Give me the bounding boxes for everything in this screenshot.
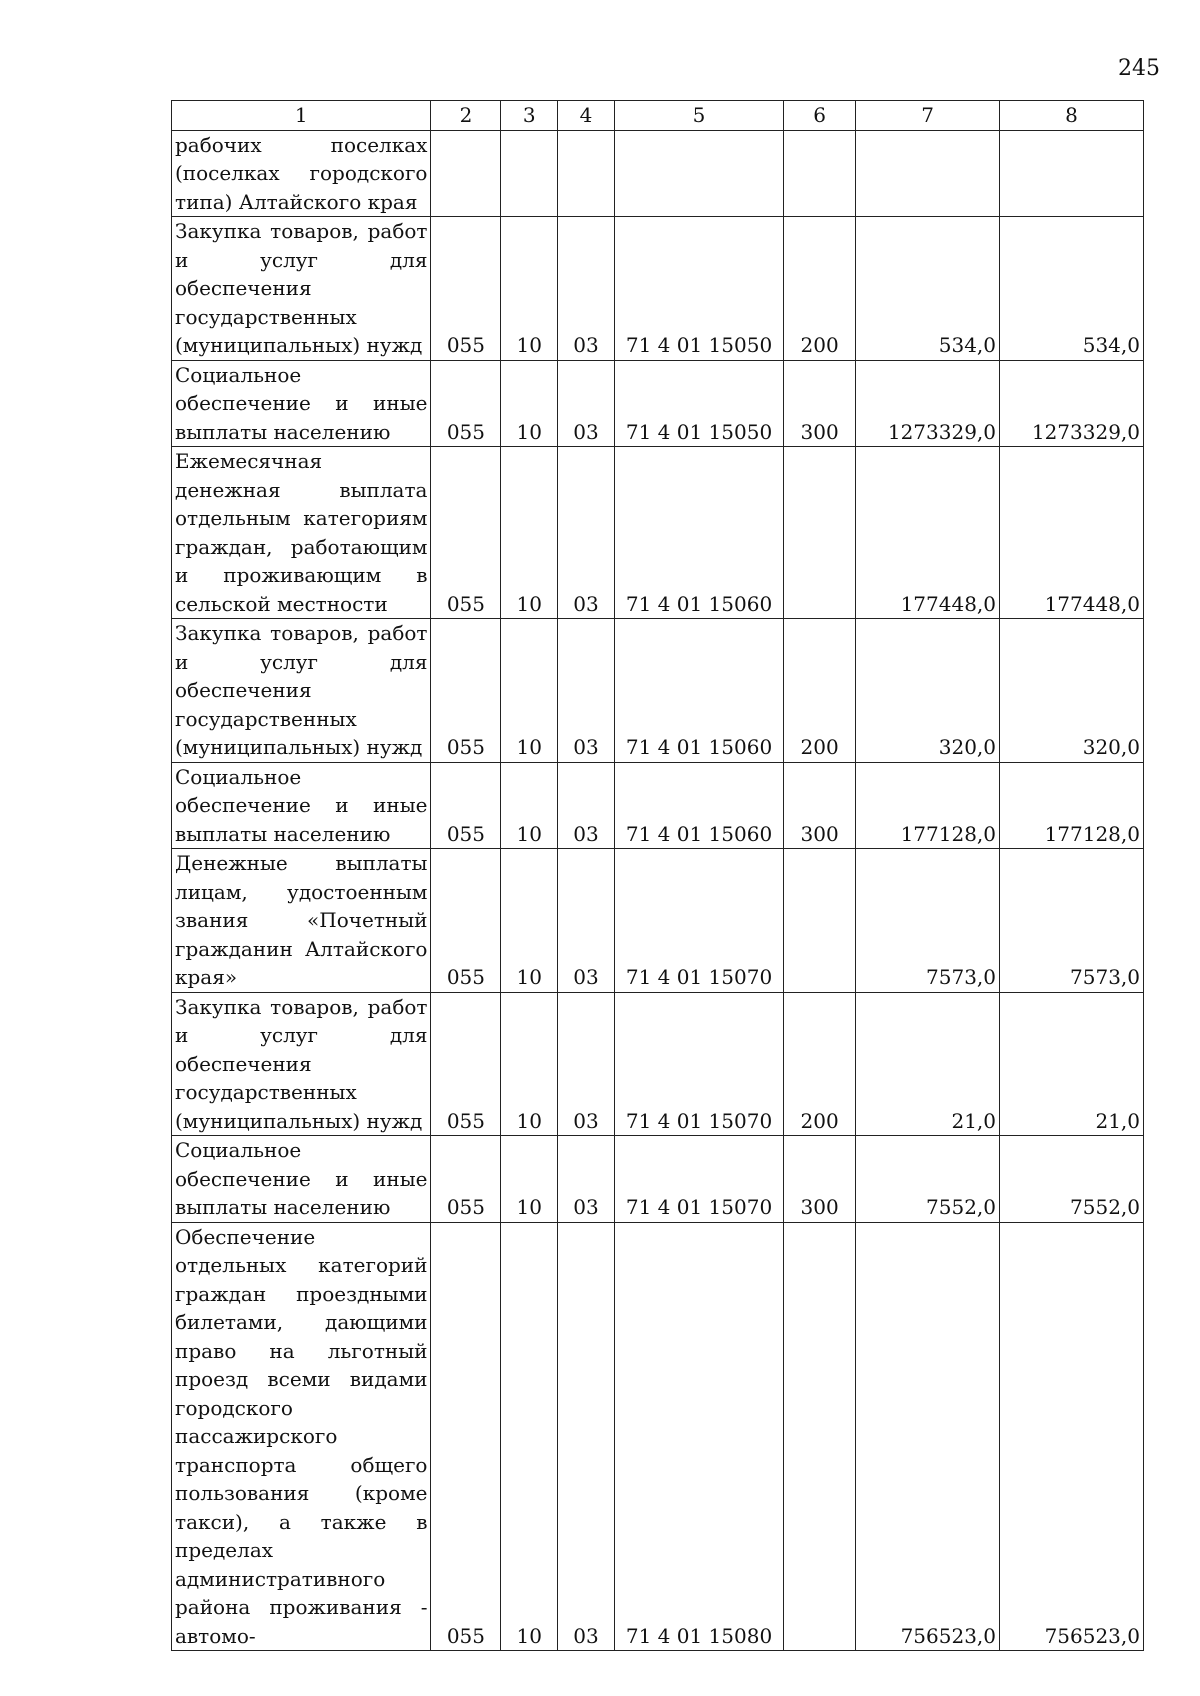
amount-cell: 21,0 — [856, 992, 1000, 1136]
amount-cell: 7552,0 — [856, 1136, 1000, 1223]
section-cell: 10 — [501, 447, 558, 619]
page-number: 245 — [1118, 56, 1160, 81]
table-row — [172, 447, 1144, 619]
admin-code-cell: 055 — [431, 1222, 501, 1651]
column-header: 8 — [1000, 101, 1144, 131]
amount-cell: 177128,0 — [1000, 762, 1144, 849]
column-header: 7 — [856, 101, 1000, 131]
target-code-cell: 71 4 01 15080 — [614, 1222, 783, 1651]
expense-type-cell: 300 — [784, 360, 856, 447]
column-header: 5 — [614, 101, 783, 131]
section-cell: 10 — [501, 849, 558, 993]
amount-cell: 1273329,0 — [856, 360, 1000, 447]
subsection-cell: 03 — [558, 619, 615, 763]
table-row — [172, 619, 1144, 763]
expense-type-cell — [784, 1222, 856, 1651]
amount-cell: 320,0 — [856, 619, 1000, 763]
amount-cell: 7573,0 — [856, 849, 1000, 993]
admin-code-cell: 055 — [431, 1136, 501, 1223]
amount-cell: 7552,0 — [1000, 1136, 1144, 1223]
target-code-cell: 71 4 01 15060 — [614, 447, 783, 619]
table-row — [172, 130, 1144, 217]
admin-code-cell: 055 — [431, 360, 501, 447]
subsection-cell: 03 — [558, 217, 615, 361]
target-code-cell: 71 4 01 15050 — [614, 360, 783, 447]
subsection-cell: 03 — [558, 1222, 615, 1651]
amount-cell: 21,0 — [1000, 992, 1144, 1136]
target-code-cell — [614, 130, 783, 217]
subsection-cell — [558, 130, 615, 217]
subsection-cell: 03 — [558, 992, 615, 1136]
amount-cell: 177448,0 — [1000, 447, 1144, 619]
subsection-cell: 03 — [558, 849, 615, 993]
amount-cell: 1273329,0 — [1000, 360, 1144, 447]
table-row — [172, 360, 1144, 447]
section-cell: 10 — [501, 762, 558, 849]
row-description: Закупка товаров, работ и услуг для обеспечения государственных (муниципальных) нужд — [172, 619, 431, 763]
admin-code-cell: 055 — [431, 447, 501, 619]
amount-cell: 177128,0 — [856, 762, 1000, 849]
admin-code-cell: 055 — [431, 992, 501, 1136]
table-row — [172, 217, 1144, 361]
budget-table — [171, 100, 1144, 1651]
section-cell: 10 — [501, 360, 558, 447]
target-code-cell: 71 4 01 15060 — [614, 762, 783, 849]
table-row — [172, 849, 1144, 993]
column-header: 6 — [784, 101, 856, 131]
target-code-cell: 71 4 01 15070 — [614, 1136, 783, 1223]
table-row — [172, 762, 1144, 849]
subsection-cell: 03 — [558, 762, 615, 849]
column-header: 1 — [172, 101, 431, 131]
amount-cell: 756523,0 — [856, 1222, 1000, 1651]
section-cell: 10 — [501, 992, 558, 1136]
expense-type-cell: 300 — [784, 762, 856, 849]
column-header: 2 — [431, 101, 501, 131]
expense-type-cell: 300 — [784, 1136, 856, 1223]
expense-type-cell: 200 — [784, 992, 856, 1136]
subsection-cell: 03 — [558, 447, 615, 619]
row-description: Социальное обеспечение и иные выплаты населению — [172, 762, 431, 849]
table-body — [172, 130, 1144, 1651]
row-description: Социальное обеспечение и иные выплаты населению — [172, 1136, 431, 1223]
admin-code-cell — [431, 130, 501, 217]
expense-type-cell: 200 — [784, 619, 856, 763]
amount-cell: 534,0 — [856, 217, 1000, 361]
amount-cell — [1000, 130, 1144, 217]
column-header: 4 — [558, 101, 615, 131]
amount-cell: 7573,0 — [1000, 849, 1144, 993]
amount-cell: 177448,0 — [856, 447, 1000, 619]
section-cell — [501, 130, 558, 217]
expense-type-cell: 200 — [784, 217, 856, 361]
section-cell: 10 — [501, 217, 558, 361]
row-description: рабочих поселках (поселках городского типа) Алтайского края — [172, 130, 431, 217]
row-description: Ежемесячная денежная выплата отдельным категориям граждан, работающим и проживающим в сельской местности — [172, 447, 431, 619]
expense-type-cell — [784, 130, 856, 217]
target-code-cell: 71 4 01 15070 — [614, 849, 783, 993]
admin-code-cell: 055 — [431, 217, 501, 361]
row-description: Социальное обеспечение и иные выплаты населению — [172, 360, 431, 447]
section-cell: 10 — [501, 619, 558, 763]
subsection-cell: 03 — [558, 360, 615, 447]
row-description: Закупка товаров, работ и услуг для обеспечения государственных (муниципальных) нужд — [172, 217, 431, 361]
target-code-cell: 71 4 01 15070 — [614, 992, 783, 1136]
section-cell: 10 — [501, 1222, 558, 1651]
target-code-cell: 71 4 01 15060 — [614, 619, 783, 763]
header-row — [172, 101, 1144, 131]
amount-cell: 534,0 — [1000, 217, 1144, 361]
expense-type-cell — [784, 849, 856, 993]
row-description: Закупка товаров, работ и услуг для обеспечения государственных (муниципальных) нужд — [172, 992, 431, 1136]
row-description: Обеспечение отдельных категорий граждан проездными билетами, дающими право на льготный проезд всеми видами городского пассажирского транспорта общего пользования (кроме такси), а также в пределах административного района проживания - автомо- — [172, 1222, 431, 1651]
admin-code-cell: 055 — [431, 762, 501, 849]
target-code-cell: 71 4 01 15050 — [614, 217, 783, 361]
admin-code-cell: 055 — [431, 849, 501, 993]
column-header: 3 — [501, 101, 558, 131]
amount-cell — [856, 130, 1000, 217]
row-description: Денежные выплаты лицам, удостоенным звания «Почетный гражданин Алтайского края» — [172, 849, 431, 993]
amount-cell: 756523,0 — [1000, 1222, 1144, 1651]
expense-type-cell — [784, 447, 856, 619]
subsection-cell: 03 — [558, 1136, 615, 1223]
section-cell: 10 — [501, 1136, 558, 1223]
admin-code-cell: 055 — [431, 619, 501, 763]
table-row — [172, 992, 1144, 1136]
table-row — [172, 1136, 1144, 1223]
table-row — [172, 1222, 1144, 1651]
amount-cell: 320,0 — [1000, 619, 1144, 763]
